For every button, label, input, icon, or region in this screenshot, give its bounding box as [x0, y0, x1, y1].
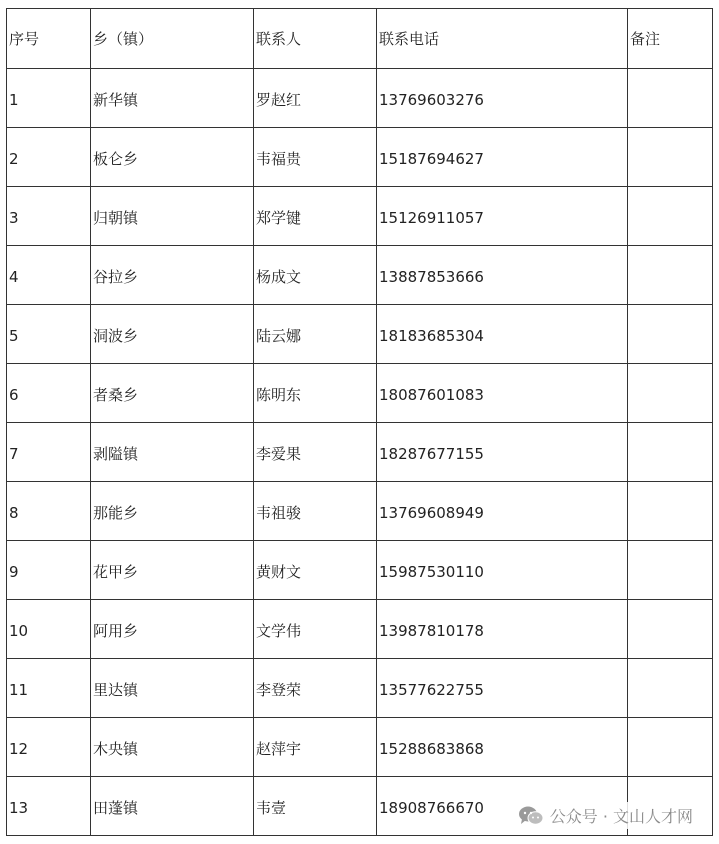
cell-town: 剥隘镇	[91, 423, 254, 482]
table-row	[7, 718, 713, 777]
cell-phone: 13987810178	[377, 600, 628, 659]
table-row	[7, 246, 713, 305]
cell-town: 那能乡	[91, 482, 254, 541]
cell-town: 新华镇	[91, 69, 254, 128]
cell-phone: 15987530110	[377, 541, 628, 600]
cell-no: 13	[7, 777, 91, 836]
cell-note	[628, 69, 713, 128]
cell-person: 黄财文	[254, 541, 377, 600]
cell-town: 者桑乡	[91, 364, 254, 423]
header-note: 备注	[628, 9, 713, 69]
table-row	[7, 128, 713, 187]
cell-person: 陈明东	[254, 364, 377, 423]
cell-phone: 18287677155	[377, 423, 628, 482]
cell-note	[628, 718, 713, 777]
cell-phone: 15288683868	[377, 718, 628, 777]
header-no: 序号	[7, 9, 91, 69]
cell-phone: 13769608949	[377, 482, 628, 541]
cell-note	[628, 541, 713, 600]
cell-no: 2	[7, 128, 91, 187]
cell-no: 11	[7, 659, 91, 718]
cell-note	[628, 364, 713, 423]
cell-town: 花甲乡	[91, 541, 254, 600]
cell-person: 李爱果	[254, 423, 377, 482]
table-row	[7, 364, 713, 423]
cell-no: 5	[7, 305, 91, 364]
watermark	[516, 802, 697, 829]
cell-town: 木央镇	[91, 718, 254, 777]
cell-no: 10	[7, 600, 91, 659]
cell-note	[628, 600, 713, 659]
cell-person: 罗赵红	[254, 69, 377, 128]
contact-table	[6, 8, 713, 836]
table-row	[7, 69, 713, 128]
table-header-row	[7, 9, 713, 69]
cell-person: 韦壹	[254, 777, 377, 836]
cell-person: 韦祖骏	[254, 482, 377, 541]
cell-no: 1	[7, 69, 91, 128]
cell-person: 韦福贵	[254, 128, 377, 187]
cell-town: 田蓬镇	[91, 777, 254, 836]
cell-note	[628, 482, 713, 541]
cell-town: 阿用乡	[91, 600, 254, 659]
cell-note	[628, 305, 713, 364]
table-row	[7, 305, 713, 364]
watermark-text: 公众号 · 文山人才网	[549, 807, 693, 826]
header-town: 乡（镇）	[91, 9, 254, 69]
cell-phone: 18908766670	[377, 777, 628, 836]
cell-note	[628, 659, 713, 718]
header-person: 联系人	[254, 9, 377, 69]
cell-person: 李登荣	[254, 659, 377, 718]
cell-phone: 15187694627	[377, 128, 628, 187]
cell-no: 4	[7, 246, 91, 305]
header-phone: 联系电话	[377, 9, 628, 69]
cell-phone: 13577622755	[377, 659, 628, 718]
wechat-icon	[518, 805, 544, 827]
cell-town: 谷拉乡	[91, 246, 254, 305]
cell-town: 板仑乡	[91, 128, 254, 187]
cell-person: 陆云娜	[254, 305, 377, 364]
cell-town: 归朝镇	[91, 187, 254, 246]
table-row	[7, 659, 713, 718]
cell-no: 3	[7, 187, 91, 246]
table-row	[7, 541, 713, 600]
cell-phone: 15126911057	[377, 187, 628, 246]
cell-note	[628, 128, 713, 187]
cell-no: 6	[7, 364, 91, 423]
cell-phone: 13769603276	[377, 69, 628, 128]
cell-note	[628, 423, 713, 482]
cell-town: 洞波乡	[91, 305, 254, 364]
table-row	[7, 187, 713, 246]
cell-person: 赵萍宇	[254, 718, 377, 777]
table-row	[7, 423, 713, 482]
cell-no: 7	[7, 423, 91, 482]
cell-person: 文学伟	[254, 600, 377, 659]
cell-no: 9	[7, 541, 91, 600]
cell-note	[628, 246, 713, 305]
cell-town: 里达镇	[91, 659, 254, 718]
cell-phone: 18087601083	[377, 364, 628, 423]
cell-phone: 18183685304	[377, 305, 628, 364]
cell-person: 杨成文	[254, 246, 377, 305]
cell-phone: 13887853666	[377, 246, 628, 305]
cell-person: 郑学键	[254, 187, 377, 246]
table-row	[7, 600, 713, 659]
cell-no: 12	[7, 718, 91, 777]
table-row	[7, 482, 713, 541]
contact-table-container	[6, 8, 713, 836]
cell-note	[628, 187, 713, 246]
cell-no: 8	[7, 482, 91, 541]
